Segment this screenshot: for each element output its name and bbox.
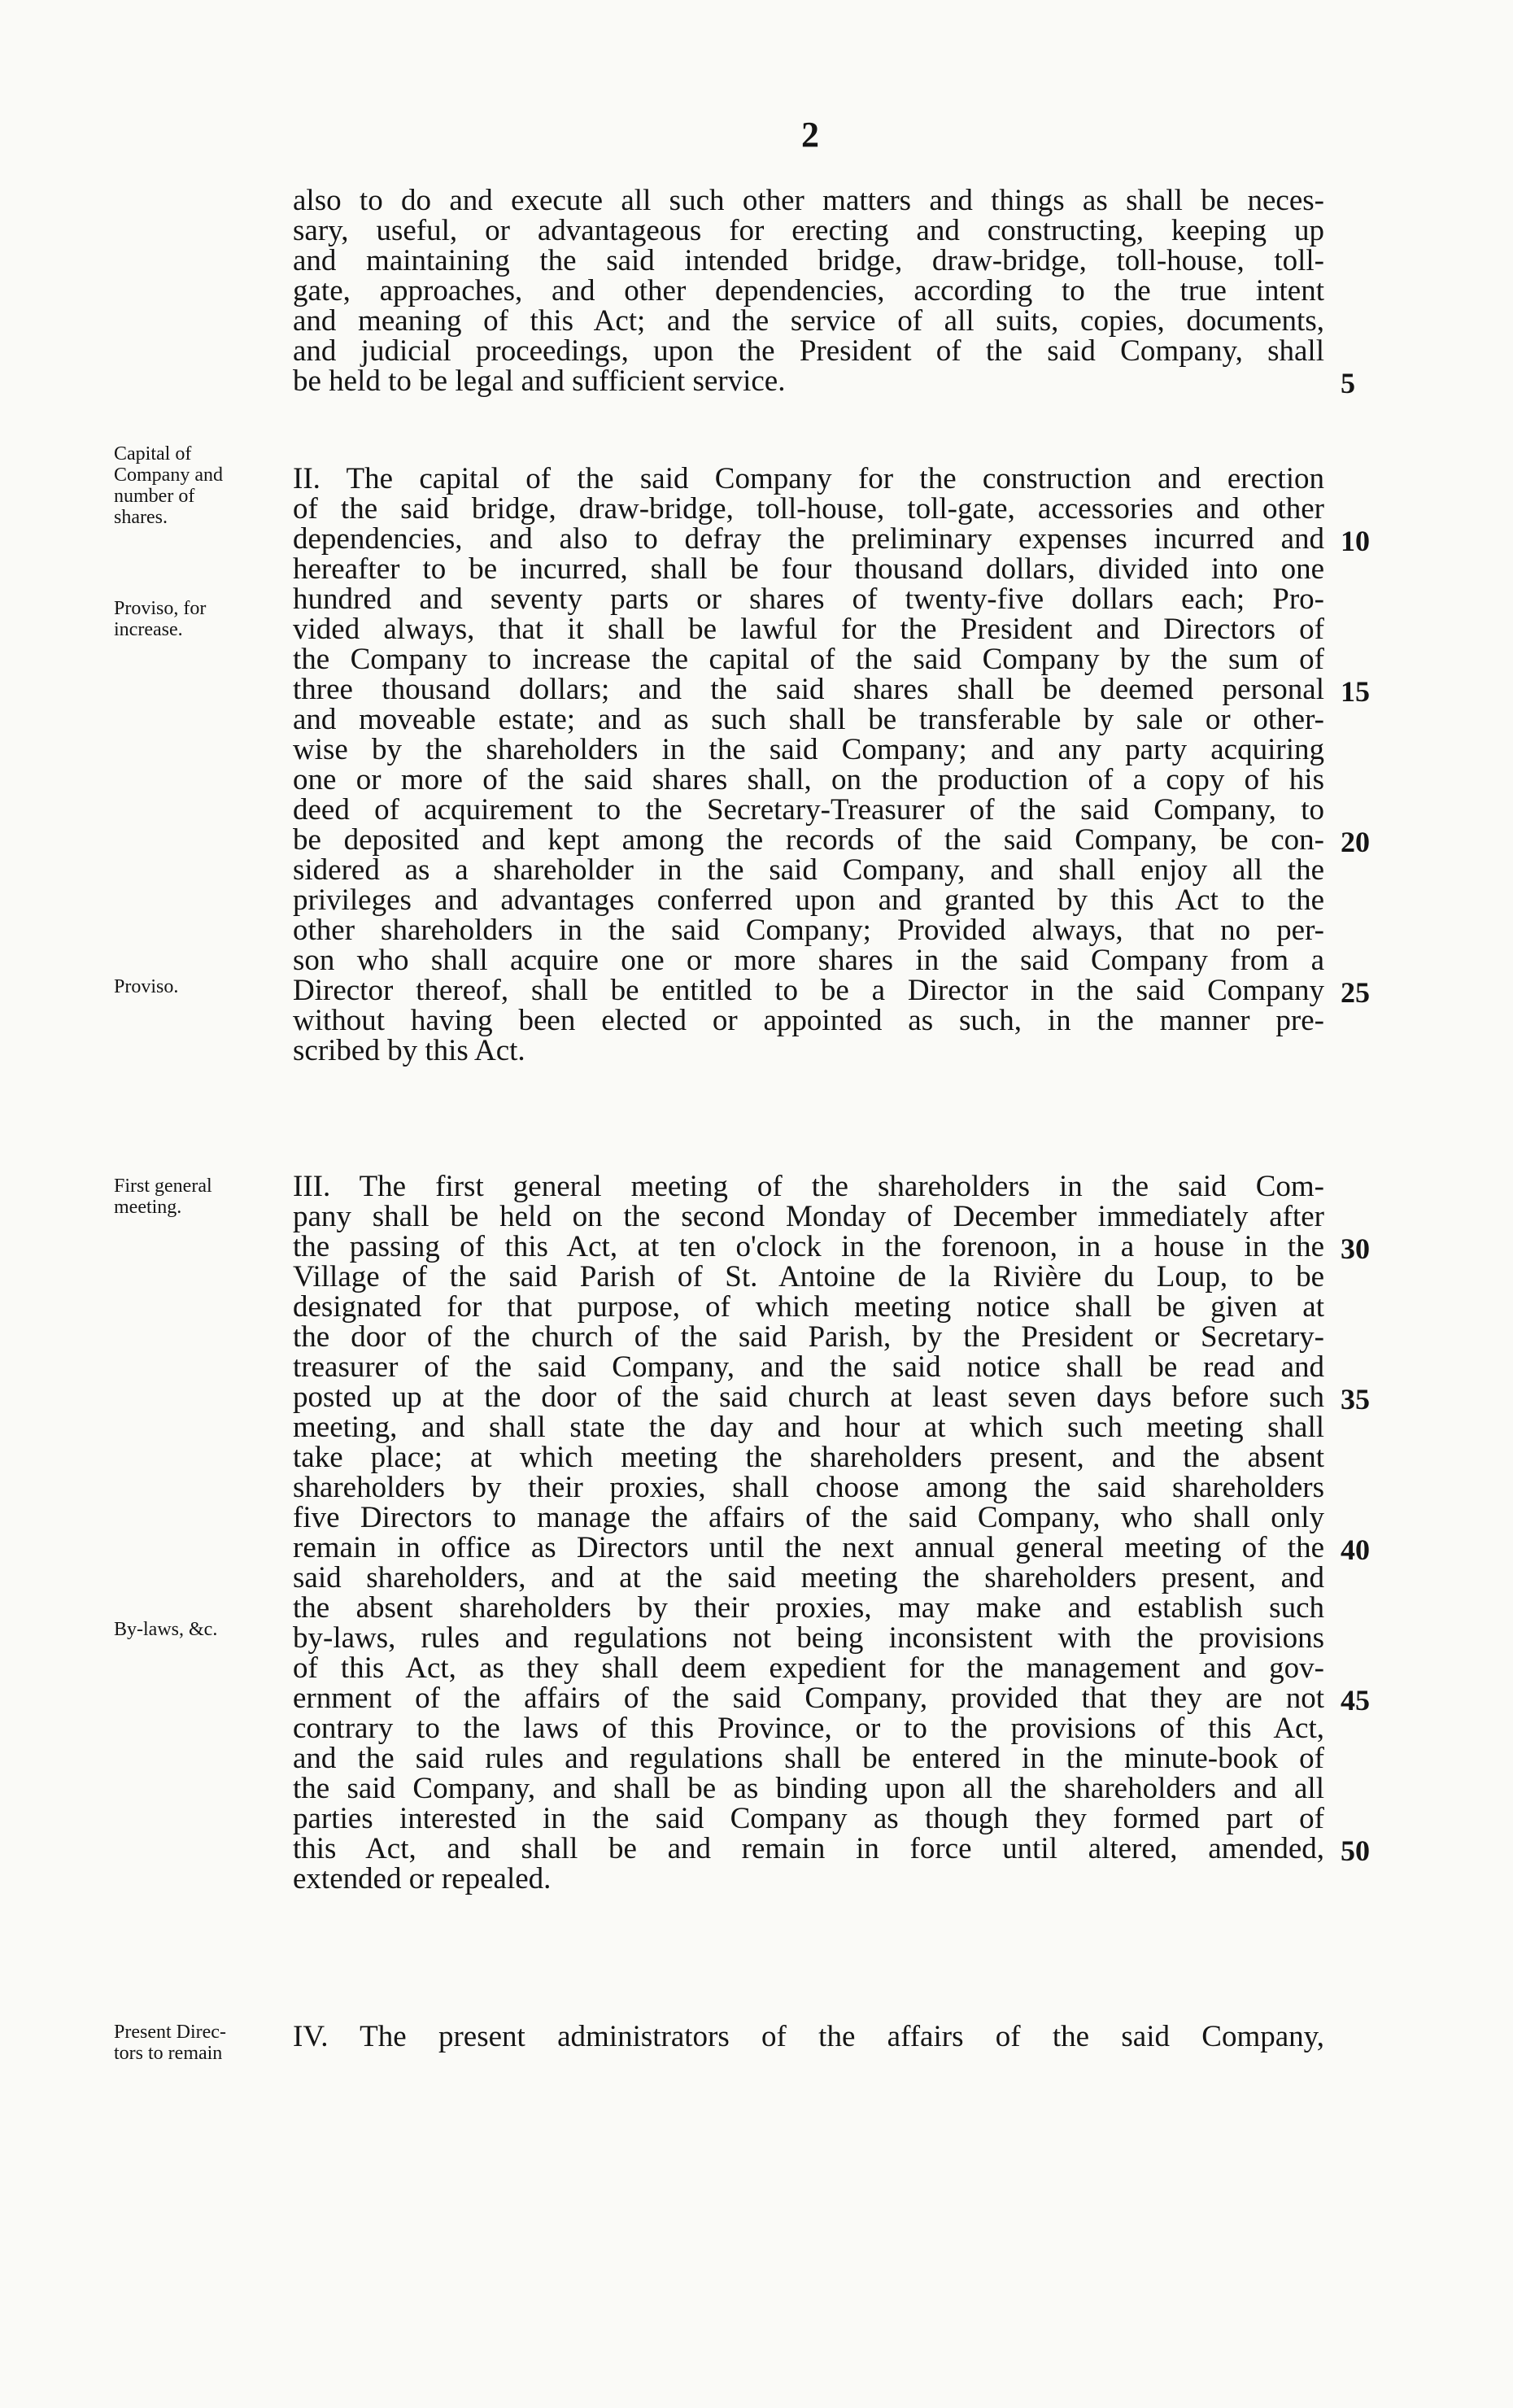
margin-note-line: meeting.: [114, 1197, 182, 1218]
text-line: one or more of the said shares shall, on the production of a copy of his: [293, 763, 1324, 796]
text-line: Director thereof, shall be entitled to be a Director in the said Company: [293, 974, 1324, 1007]
margin-note-line: Capital of: [114, 443, 192, 465]
text-line: five Directors to manage the affairs of the said Company, who shall only: [293, 1501, 1324, 1534]
text-line: and the said rules and regulations shall be entered in the minute-book of: [293, 1742, 1324, 1775]
text-line: be held to be legal and sufficient service.: [293, 364, 786, 398]
margin-note-line: By-laws, &c.: [114, 1619, 218, 1640]
text-line: and moveable estate; and as such shall be transferable by sale or other-: [293, 703, 1324, 736]
margin-note-line: increase.: [114, 619, 183, 640]
text-line: of this Act, as they shall deem expedient for the management and gov-: [293, 1651, 1324, 1685]
text-line: parties interested in the said Company as though they formed part of: [293, 1802, 1324, 1835]
margin-note-line: number of: [114, 486, 195, 507]
text-line: three thousand dollars; and the said shares shall be deemed personal: [293, 673, 1324, 706]
text-line: privileges and advantages conferred upon and granted by this Act to the: [293, 883, 1324, 917]
margin-note-line: Present Direc-: [114, 2022, 226, 2043]
margin-note-line: shares.: [114, 507, 168, 528]
text-line: designated for that purpose, of which meeting notice shall be given at: [293, 1290, 1324, 1324]
line-number-10: 10: [1341, 525, 1370, 557]
text-line: III. The first general meeting of the shareholders in the said Com-: [293, 1170, 1324, 1203]
text-line: remain in office as Directors until the next annual general meeting of the: [293, 1531, 1324, 1564]
line-number-45: 45: [1341, 1684, 1370, 1717]
margin-note-line: Proviso.: [114, 976, 179, 997]
page-number: 2: [801, 115, 819, 155]
margin-note-line: First general: [114, 1176, 212, 1197]
line-number-40: 40: [1341, 1533, 1370, 1566]
text-line: extended or repealed.: [293, 1862, 552, 1895]
text-line: hereafter to be incurred, shall be four thousand dollars, divided into one: [293, 552, 1324, 586]
text-line: deed of acquirement to the Secretary-Treasurer of the said Company, to: [293, 793, 1324, 827]
text-line: the passing of this Act, at ten o'clock in the forenoon, in a house in the: [293, 1230, 1324, 1263]
margin-note-proviso-increase: [114, 598, 293, 640]
text-line: by-laws, rules and regulations not being inconsistent with the provisions: [293, 1621, 1324, 1655]
text-line: dependencies, and also to defray the preliminary expenses incurred and: [293, 522, 1324, 556]
text-line: treasurer of the said Company, and the said notice shall be read and: [293, 1350, 1324, 1384]
text-line: be deposited and kept among the records of the said Company, be con-: [293, 823, 1324, 857]
text-line: posted up at the door of the said church at least seven days before such: [293, 1381, 1324, 1414]
line-number-50: 50: [1341, 1834, 1370, 1867]
text-line: the absent shareholders by their proxies, may make and establish such: [293, 1591, 1324, 1625]
line-number-35: 35: [1341, 1383, 1370, 1416]
text-line: and meaning of this Act; and the service of all suits, copies, documents,: [293, 304, 1324, 338]
text-line: the door of the church of the said Parish, by the President or Secretary-: [293, 1320, 1324, 1354]
margin-note-proviso: [114, 976, 293, 997]
text-line: sary, useful, or advantageous for erecting and constructing, keeping up: [293, 214, 1324, 247]
margin-note-capital: [114, 443, 293, 528]
text-line: meeting, and shall state the day and hour at which such meeting shall: [293, 1411, 1324, 1444]
margin-note-line: Company and: [114, 465, 223, 486]
text-line: said shareholders, and at the said meeting the shareholders present, and: [293, 1561, 1324, 1594]
text-line: the said Company, and shall be as binding upon all the shareholders and all: [293, 1772, 1324, 1805]
margin-note-by-laws: [114, 1619, 293, 1640]
text-line: son who shall acquire one or more shares in the said Company from a: [293, 944, 1324, 977]
paragraph-section-2: [293, 464, 1324, 1066]
text-line: and judicial proceedings, upon the President of the said Company, shall: [293, 334, 1324, 368]
margin-note-first-general-meeting: [114, 1176, 293, 1218]
paragraph-section-3: [293, 1171, 1324, 1894]
text-line: vided always, that it shall be lawful for the President and Directors of: [293, 613, 1324, 646]
text-line: the Company to increase the capital of the said Company by the sum of: [293, 643, 1324, 676]
text-line: pany shall be held on the second Monday of December immediately after: [293, 1200, 1324, 1233]
text-line: hundred and seventy parts or shares of twenty-five dollars each; Pro-: [293, 582, 1324, 616]
paragraph-section-4: [293, 2022, 1324, 2052]
text-line: wise by the shareholders in the said Company; and any party acquiring: [293, 733, 1324, 766]
text-line: take place; at which meeting the shareholders present, and the absent: [293, 1441, 1324, 1474]
margin-note-present-directors: [114, 2022, 293, 2064]
text-line: this Act, and shall be and remain in force until altered, amended,: [293, 1832, 1324, 1865]
text-line: gate, approaches, and other dependencies, according to the true intent: [293, 274, 1324, 308]
line-number-25: 25: [1341, 976, 1370, 1009]
line-number-15: 15: [1341, 675, 1370, 708]
line-number-20: 20: [1341, 826, 1370, 858]
text-line: other shareholders in the said Company; Provided always, that no per-: [293, 914, 1324, 947]
paragraph-intro: [293, 185, 1324, 396]
text-line: and maintaining the said intended bridge, draw-bridge, toll-house, toll-: [293, 244, 1324, 277]
margin-note-line: Proviso, for: [114, 598, 207, 619]
text-line: of the said bridge, draw-bridge, toll-house, toll-gate, accessories and other: [293, 492, 1324, 526]
text-line: sidered as a shareholder in the said Company, and shall enjoy all the: [293, 853, 1324, 887]
text-line: also to do and execute all such other matters and things as shall be neces-: [293, 184, 1324, 217]
text-line: ernment of the affairs of the said Company, provided that they are not: [293, 1682, 1324, 1715]
line-number-30: 30: [1341, 1232, 1370, 1265]
text-line: scribed by this Act.: [293, 1034, 525, 1067]
line-number-5: 5: [1341, 367, 1355, 399]
text-line: IV. The present administrators of the affairs of the said Company,: [293, 2020, 1324, 2053]
text-line: II. The capital of the said Company for the construction and erection: [293, 462, 1324, 495]
text-line: contrary to the laws of this Province, or to the provisions of this Act,: [293, 1712, 1324, 1745]
text-line: shareholders by their proxies, shall choose among the said shareholders: [293, 1471, 1324, 1504]
margin-note-line: tors to remain: [114, 2043, 223, 2064]
text-line: Village of the said Parish of St. Antoine de la Rivière du Loup, to be: [293, 1260, 1324, 1293]
text-line: without having been elected or appointed as such, in the manner pre-: [293, 1004, 1324, 1037]
